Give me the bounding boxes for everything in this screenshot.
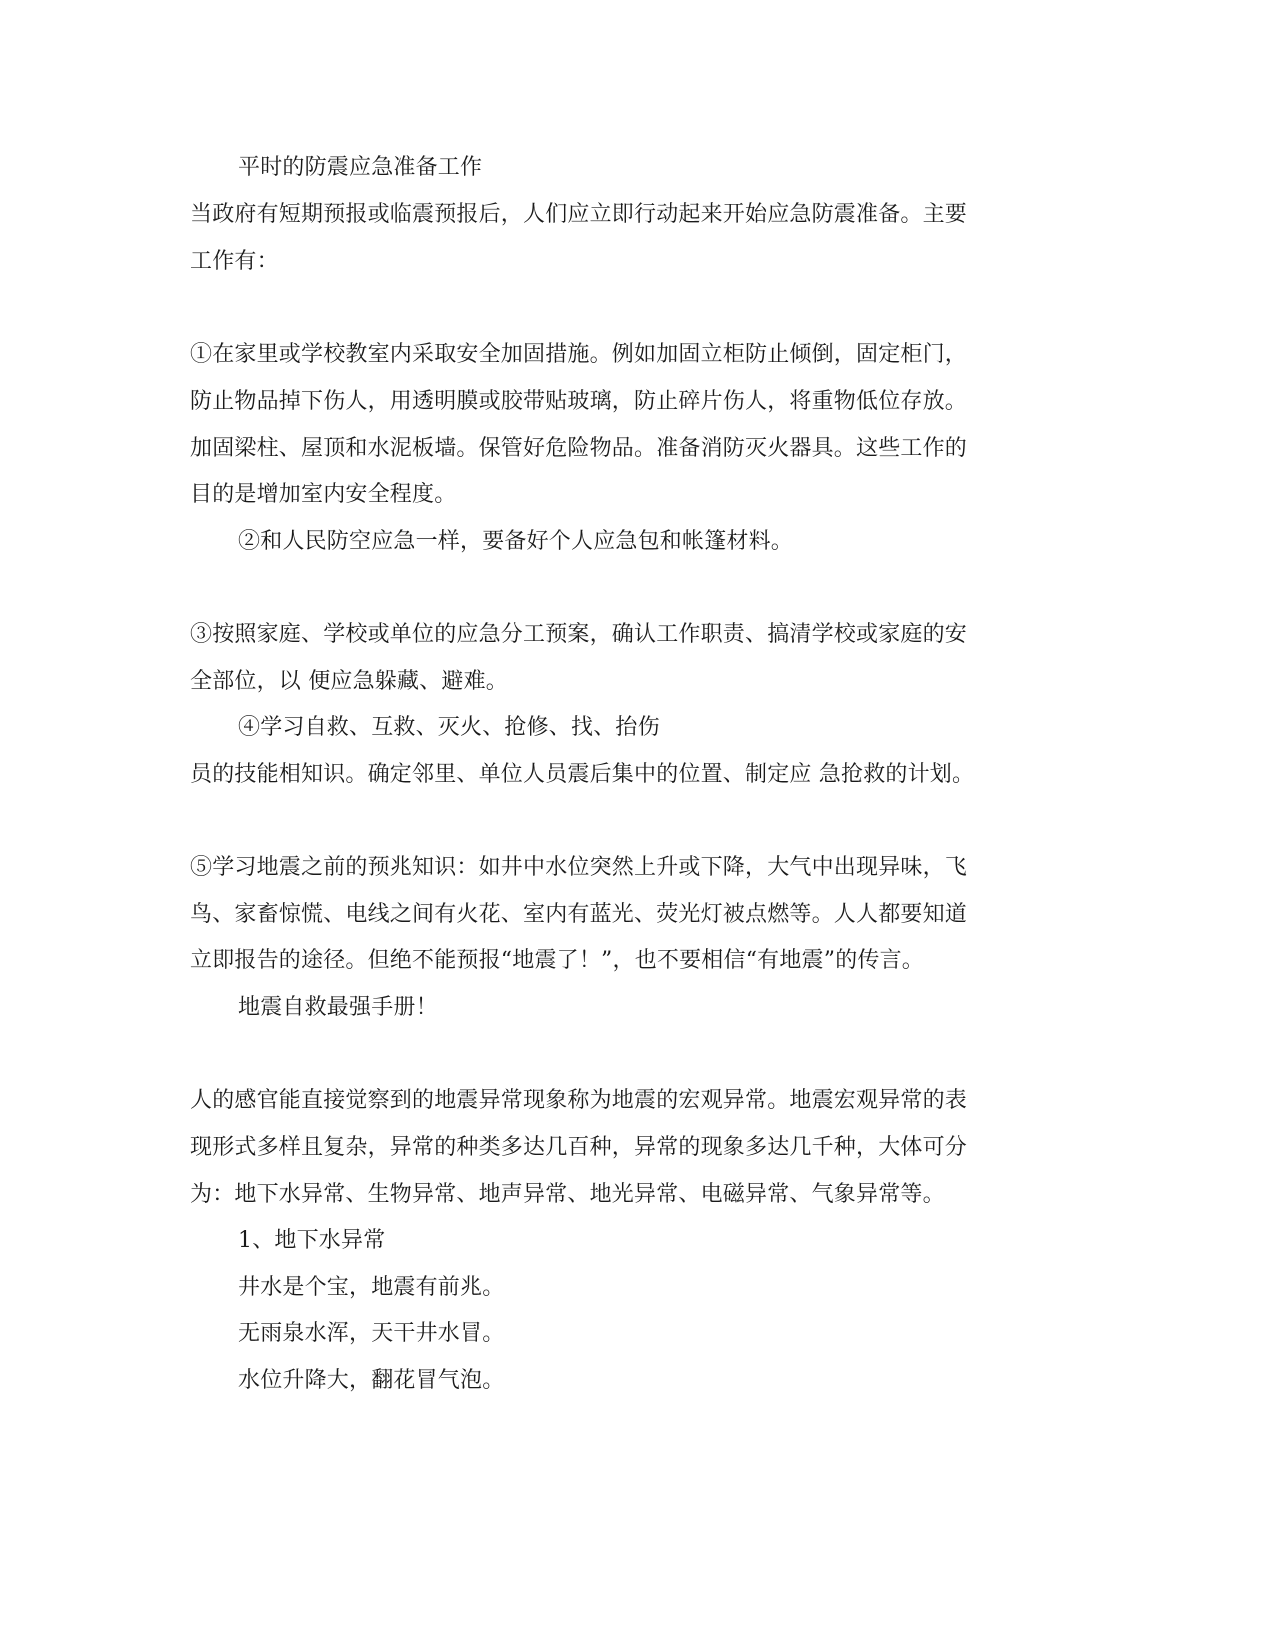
list-item-1-line: 防止物品掉下伤人，用透明膜或胶带贴玻璃，防止碎片伤人，将重物低位存放。 xyxy=(190,389,968,414)
list-item-5-line: 立即报告的途径。但绝不能预报“地震了！”，也不要相信“有地震”的传言。 xyxy=(190,948,924,973)
paragraph-line: 为：地下水异常、生物异常、地声异常、地光异常、电磁异常、气象异常等。 xyxy=(190,1182,945,1207)
list-item-2: ②和人民防空应急一样，要备好个人应急包和帐篷材料。 xyxy=(238,529,794,554)
verse-line: 无雨泉水浑，天干井水冒。 xyxy=(238,1321,505,1346)
verse-line: 井水是个宝，地震有前兆。 xyxy=(238,1275,505,1300)
list-item-4-line: 员的技能相知识。确定邻里、单位人员震后集中的位置、制定应 急抢救的计划。 xyxy=(190,762,975,787)
list-item-1-line: 加固梁柱、屋顶和水泥板墙。保管好危险物品。准备消防灭火器具。这些工作的 xyxy=(190,436,968,461)
list-item-3-line: 全部位，以 便应急躲藏、避难。 xyxy=(190,669,508,694)
section-heading-manual: 地震自救最强手册！ xyxy=(238,995,438,1020)
verse-line: 水位升降大，翻花冒气泡。 xyxy=(238,1368,505,1393)
paragraph-line: 人的感官能直接觉察到的地震异常现象称为地震的宏观异常。地震宏观异常的表 xyxy=(190,1088,968,1113)
list-item-5-line: 鸟、家畜惊慌、电线之间有火花、室内有蓝光、荧光灯被点燃等。人人都要知道 xyxy=(190,902,968,927)
subheading-groundwater: 1、地下水异常 xyxy=(238,1228,386,1253)
list-item-3-line: ③按照家庭、学校或单位的应急分工预案，确认工作职责、搞清学校或家庭的安 xyxy=(190,622,968,647)
paragraph-line: 工作有： xyxy=(190,249,279,274)
list-item-5-line: ⑤学习地震之前的预兆知识：如井中水位突然上升或下降，大气中出现异味，飞 xyxy=(190,855,968,880)
paragraph-line: 当政府有短期预报或临震预报后，人们应立即行动起来开始应急防震准备。主要 xyxy=(190,202,968,227)
list-item-1-line: 目的是增加室内安全程度。 xyxy=(190,482,457,507)
list-item-4-line: ④学习自救、互救、灭火、抢修、找、抬伤 xyxy=(238,715,660,740)
list-item-1-line: ①在家里或学校教室内采取安全加固措施。例如加固立柜防止倾倒，固定柜门， xyxy=(190,342,968,367)
section-heading-preparation: 平时的防震应急准备工作 xyxy=(238,155,483,180)
paragraph-line: 现形式多样且复杂，异常的种类多达几百种，异常的现象多达几千种，大体可分 xyxy=(190,1135,968,1160)
